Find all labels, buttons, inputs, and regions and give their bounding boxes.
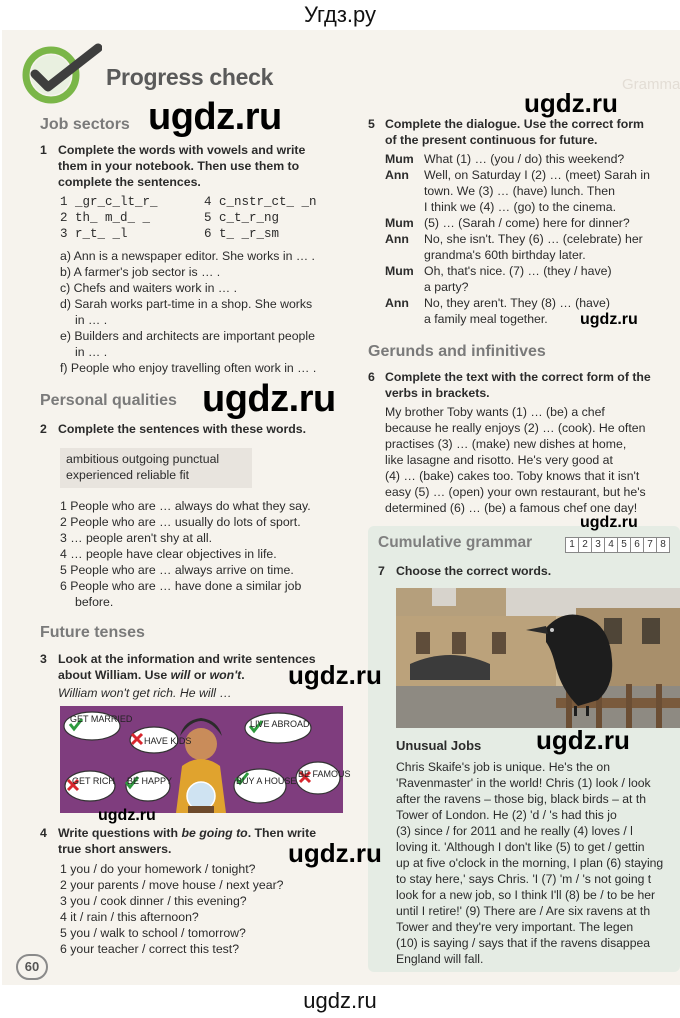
section-job-sectors: Job sectors xyxy=(40,116,130,133)
ex7-instruction: Choose the correct words. xyxy=(396,564,552,578)
ex7-text-line xyxy=(396,807,617,823)
ex7-text-title: Unusual Jobs xyxy=(396,738,482,753)
ex4-instruction-2: true short answers. xyxy=(58,842,172,856)
answer-choice[interactable]: 'd / 's xyxy=(530,808,558,822)
ex4-item: 2 your parents / move house / next year? xyxy=(60,878,284,892)
text-segment: her xyxy=(634,888,656,902)
ex4-item: 4 it / rain / this afternoon? xyxy=(60,910,199,924)
text-segment: Chris Skaife's job is unique. He's the on xyxy=(396,760,610,774)
ex1-sentence: a) Ann is a newspaper editor. She works in … . xyxy=(60,249,315,263)
ex7-text-line xyxy=(396,935,650,951)
section-future-tenses: Future tenses xyxy=(40,624,145,641)
ex7-text-line xyxy=(396,775,651,791)
ex7-text-line xyxy=(396,759,610,775)
ex6-text-line: easy (5) … (open) your own restaurant, but he's xyxy=(385,485,646,499)
ex2-item: 6 People who are … have done a similar job xyxy=(60,579,302,593)
ex7-text-line xyxy=(396,871,651,887)
faded-heading: Gramma xyxy=(622,76,680,93)
dialogue-speaker: Mum xyxy=(385,264,414,278)
ex7-text-line xyxy=(396,903,650,919)
watermark: ugdz.ru xyxy=(536,725,630,755)
text-segment: look for a new job, so I think I'll (8) xyxy=(396,888,584,902)
text-segment: after the ravens – those big, black birds – at th xyxy=(396,792,646,806)
ex4-number: 4 xyxy=(40,826,47,840)
dialogue-line: a family meal together. xyxy=(424,312,548,326)
dialogue-line: I think we (4) … (go) to the cinema. xyxy=(424,200,617,214)
ex7-text-line xyxy=(396,951,483,967)
ex1-sentence: in … . xyxy=(75,345,108,359)
ex4-item: 1 you / do your homework / tonight? xyxy=(60,862,256,876)
ex3-instruction-1: Look at the information and write sentences xyxy=(58,652,316,666)
watermark: ugdz.ru xyxy=(98,807,156,824)
cartoon-buy-a-house: BUY A HOUSE xyxy=(236,776,297,786)
watermark: ugdz.ru xyxy=(580,514,638,531)
answer-choice[interactable]: loving xyxy=(396,840,428,854)
ex1-sentence: f) People who enjoy travelling often work in … . xyxy=(60,361,317,375)
unit-box: 2 xyxy=(578,537,592,553)
ex3-number: 3 xyxy=(40,652,47,666)
dialogue-line: No, they aren't. They (8) … (have) xyxy=(424,296,610,310)
answer-choice[interactable]: is saying / says xyxy=(421,936,504,950)
ex7-text-line xyxy=(396,839,645,855)
ex7-text-line xyxy=(396,919,633,935)
watermark: ugdz.ru xyxy=(148,96,282,138)
ex2-item: 3 … people aren't shy at all. xyxy=(60,531,213,545)
cartoon-get-rich: GET RICH xyxy=(72,776,115,786)
section-gerunds-infinitives: Gerunds and infinitives xyxy=(368,343,546,360)
ex6-text-line: like lasagne and risotto. He's very good at xyxy=(385,453,613,467)
answer-choice[interactable]: There are / Are xyxy=(483,904,565,918)
textbook-page xyxy=(2,30,680,985)
text-segment: up at five o'clock in the morning, I plan (6) xyxy=(396,856,625,870)
watermark: ugdz.ru xyxy=(288,838,382,868)
page-title: Progress check xyxy=(106,64,274,90)
unit-number-strip xyxy=(565,537,669,553)
text-segment: Tower of London. He (2) xyxy=(396,808,531,822)
word-box-line: experienced reliable fit xyxy=(66,468,190,482)
dialogue-line: town. We (3) … (have) lunch. Then xyxy=(424,184,615,198)
ex6-instruction-2: verbs in brackets. xyxy=(385,386,490,400)
ex4-item: 5 you / walk to school / tomorrow? xyxy=(60,926,246,940)
text-segment: until I retire!' (9) xyxy=(396,904,484,918)
watermark: ugdz.ru xyxy=(288,660,382,690)
text-segment: 2011 and he really (4) xyxy=(467,824,592,838)
ex2-item: before. xyxy=(75,595,114,609)
unit-box: 8 xyxy=(656,537,670,553)
ex1-word: 5 c_t_r_ng xyxy=(204,211,280,225)
dialogue-line: a party? xyxy=(424,280,469,294)
ex1-word: 6 t_ _r_sm xyxy=(204,227,280,241)
dialogue-line: What (1) … (you / do) this weekend? xyxy=(424,152,625,166)
text-segment: (10) xyxy=(396,936,422,950)
text-segment: not going t xyxy=(590,872,652,886)
ex1-sentence: in … . xyxy=(75,313,108,327)
answer-choice[interactable]: look / look xyxy=(595,776,651,790)
unit-box: 5 xyxy=(617,537,631,553)
ex3-instruction-2: about William. Use will or won't. xyxy=(58,668,245,682)
answer-choice[interactable]: since / for xyxy=(414,824,468,838)
word-box-line: ambitious outgoing punctual xyxy=(66,452,220,466)
ex6-text-line: because he really enjoys (2) … (cook). He often xyxy=(385,421,646,435)
ex1-sentence: b) A farmer's job sector is … . xyxy=(60,265,221,279)
text-segment: 'Ravenmaster' in the world! Chris (1) xyxy=(396,776,596,790)
page-number: 60 xyxy=(16,954,48,980)
ex1-word: 3 r_t_ _l xyxy=(60,227,128,241)
text-segment: six ravens at th xyxy=(564,904,651,918)
dialogue-line: grandma's 60th birthday later. xyxy=(424,248,586,262)
cartoon-have-kids: HAVE KIDS xyxy=(144,736,192,746)
text-segment: Tower and they're very important. The legen xyxy=(396,920,634,934)
ex1-number: 1 xyxy=(40,143,47,157)
answer-choice[interactable]: to get / gettin xyxy=(574,840,645,854)
ex2-item: 1 People who are … always do what they say. xyxy=(60,499,311,513)
ex7-text-line xyxy=(396,823,633,839)
ex5-instruction-1: Complete the dialogue. Use the correct form xyxy=(385,117,644,131)
unit-box: 6 xyxy=(630,537,644,553)
ex1-sentence: d) Sarah works part-time in a shop. She works xyxy=(60,297,313,311)
ex1-instruction-2: them in your notebook. Then use them to xyxy=(58,159,300,173)
watermark: ugdz.ru xyxy=(202,378,336,420)
ex1-sentence: c) Chefs and waiters work in … . xyxy=(60,281,237,295)
ex4-item: 3 you / cook dinner / this evening? xyxy=(60,894,247,908)
ex6-text-line: determined (6) … (be) a famous chef one day! xyxy=(385,501,638,515)
text-segment: had this jo xyxy=(557,808,617,822)
ex4-item: 6 your teacher / correct this test? xyxy=(60,942,240,956)
answer-choice[interactable]: staying xyxy=(624,856,664,870)
ex7-text-line xyxy=(396,791,646,807)
raven-tower-photo xyxy=(396,588,680,728)
ex2-item: 2 People who are … usually do lots of sport. xyxy=(60,515,301,529)
ex5-instruction-2: of the present continuous for future. xyxy=(385,133,598,147)
ex7-text-line xyxy=(396,855,663,871)
answer-choice[interactable]: loves / l xyxy=(591,824,633,838)
ex2-instruction: Complete the sentences with these words. xyxy=(58,422,307,436)
answer-choice[interactable]: 'm / 's xyxy=(559,872,591,886)
cartoon-get-married: GET MARRIED xyxy=(70,714,133,724)
dialogue-speaker: Ann xyxy=(385,168,409,182)
dialogue-speaker: Ann xyxy=(385,232,409,246)
section-cumulative-grammar: Cumulative grammar xyxy=(378,534,533,551)
ex6-text-line: My brother Toby wants (1) … (be) a chef xyxy=(385,405,605,419)
text-segment: it. 'Although I don't like (5) xyxy=(427,840,575,854)
ex6-text-line: (4) … (bake) cakes too. Toby knows that it isn't xyxy=(385,469,640,483)
section-personal-qualities: Personal qualities xyxy=(40,392,177,409)
dialogue-speaker: Ann xyxy=(385,296,409,310)
cartoon-be-happy: BE HAPPY xyxy=(127,776,173,786)
dialogue-speaker: Mum xyxy=(385,152,414,166)
text-segment: England will fall. xyxy=(396,952,484,966)
site-footer-title: ugdz.ru xyxy=(303,988,377,1013)
ex2-item: 4 … people have clear objectives in life. xyxy=(60,547,277,561)
unit-box: 1 xyxy=(565,537,579,553)
ex1-word: 4 c_nstr_ct_ _n xyxy=(204,195,317,209)
ex1-word: 2 th_ m_d_ _ xyxy=(60,211,151,225)
ex4-instruction-1: Write questions with be going to. Then write xyxy=(58,826,317,840)
ex5-number: 5 xyxy=(368,117,375,131)
text-segment: that if the ravens disappea xyxy=(503,936,651,950)
ex7-number: 7 xyxy=(378,564,385,578)
watermark: ugdz.ru xyxy=(524,88,618,118)
dialogue-line: (5) … (Sarah / come) here for dinner? xyxy=(424,216,630,230)
text-segment: (3) xyxy=(396,824,415,838)
cartoon-live-abroad: LIVE ABROAD xyxy=(250,719,310,729)
site-header-title: Угдз.ру xyxy=(303,2,377,27)
answer-choice[interactable]: to stay xyxy=(396,872,432,886)
ex6-number: 6 xyxy=(368,370,375,384)
ex1-instruction-1: Complete the words with vowels and write xyxy=(58,143,306,157)
ex1-word: 1 _gr_c_lt_r_ xyxy=(60,195,158,209)
dialogue-line: Oh, that's nice. (7) … (they / have) xyxy=(424,264,612,278)
unit-box: 4 xyxy=(604,537,618,553)
answer-choice[interactable]: be / to be xyxy=(583,888,635,902)
ex1-sentence: e) Builders and architects are important people xyxy=(60,329,315,343)
ex2-item: 5 People who are … always arrive on time. xyxy=(60,563,294,577)
text-segment: here,' says Chris. 'I (7) xyxy=(431,872,560,886)
ex3-example: William won't get rich. He will … xyxy=(58,686,232,700)
ex1-instruction-3: complete the sentences. xyxy=(58,175,201,189)
unit-box: 3 xyxy=(591,537,605,553)
ex6-instruction-1: Complete the text with the correct form of the xyxy=(385,370,651,384)
cartoon-be-famous: BE FAMOUS xyxy=(298,769,351,779)
ex7-text-line xyxy=(396,887,655,903)
dialogue-speaker: Mum xyxy=(385,216,414,230)
progress-check-icon xyxy=(20,42,102,104)
dialogue-line: No, she isn't. They (6) … (celebrate) her xyxy=(424,232,643,246)
ex2-number: 2 xyxy=(40,422,47,436)
dialogue-line: Well, on Saturday I (2) … (meet) Sarah in xyxy=(424,168,650,182)
ex6-text-line: practises (3) … (make) new dishes at home, xyxy=(385,437,627,451)
watermark: ugdz.ru xyxy=(580,311,638,328)
unit-box: 7 xyxy=(643,537,657,553)
